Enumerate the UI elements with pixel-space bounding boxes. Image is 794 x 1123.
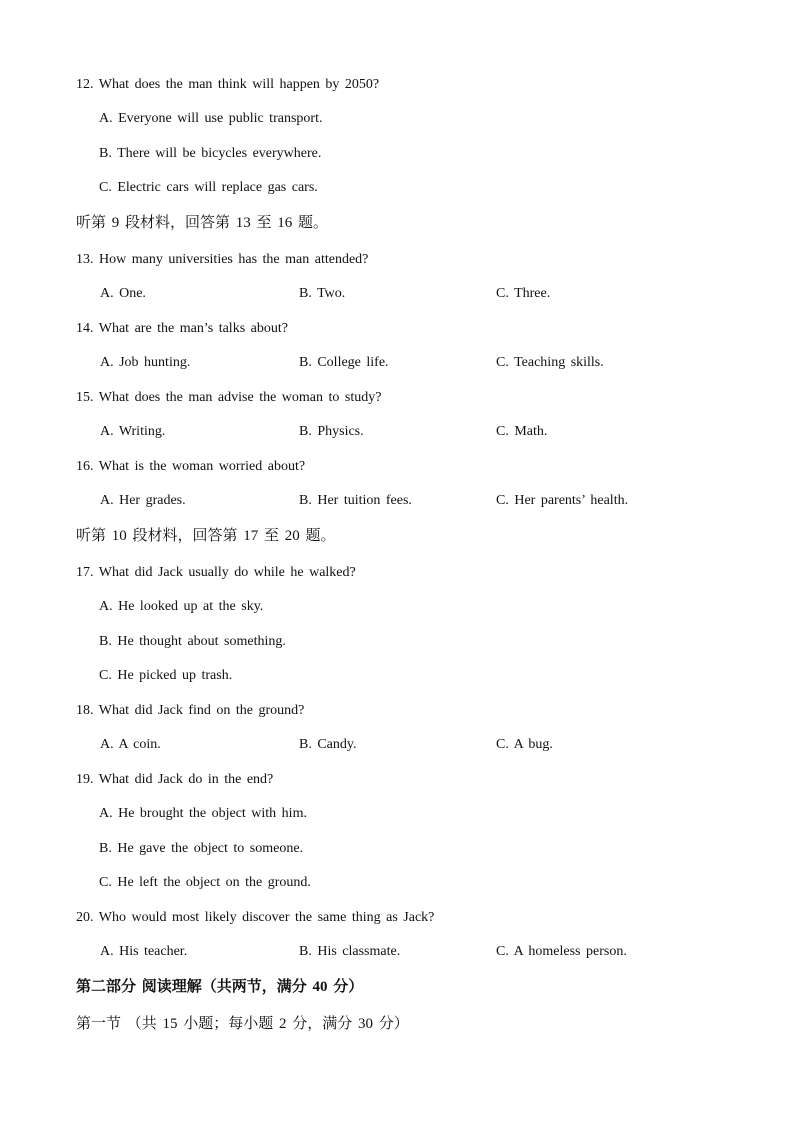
q13-option-a: A. One. [100,286,146,301]
q17-option-b: B. He thought about something. [99,634,286,649]
section-9-instruction: 听第 9 段材料，回答第 13 至 16 题。 [76,215,329,231]
q18-stem: 18. What did Jack find on the ground? [76,703,305,718]
q17-stem: 17. What did Jack usually do while he walked? [76,565,356,580]
q14-option-c: C. Teaching skills. [496,355,604,370]
q19-option-a: A. He brought the object with him. [99,806,307,821]
q12-option-a: A. Everyone will use public transport. [99,111,323,126]
q14-option-a: A. Job hunting. [100,355,191,370]
q18-option-b: B. Candy. [299,737,357,752]
q12-option-c: C. Electric cars will replace gas cars. [99,180,318,195]
q15-options [0,423,794,441]
q19-option-b: B. He gave the object to someone. [99,841,304,856]
q12-option-b: B. There will be bicycles everywhere. [99,146,322,161]
q14-options [0,354,794,372]
q13-options [0,285,794,303]
q18-option-c: C. A bug. [496,737,553,752]
q20-options [0,943,794,961]
q19-option-c: C. He left the object on the ground. [99,875,311,890]
q13-stem: 13. How many universities has the man attended? [76,252,369,267]
q16-options [0,492,794,510]
q13-option-c: C. Three. [496,286,551,301]
q18-options [0,736,794,754]
q14-stem: 14. What are the man’s talks about? [76,321,288,336]
q15-stem: 15. What does the man advise the woman to study? [76,390,382,405]
part-2-heading: 第二部分 阅读理解（共两节，满分 40 分） [76,979,364,995]
q15-option-b: B. Physics. [299,424,364,439]
q13-option-b: B. Two. [299,286,346,301]
q17-option-c: C. He picked up trash. [99,668,233,683]
q16-option-a: A. Her grades. [100,493,186,508]
q18-option-a: A. A coin. [100,737,161,752]
q14-option-b: B. College life. [299,355,389,370]
q16-option-b: B. Her tuition fees. [299,493,412,508]
q20-option-b: B. His classmate. [299,944,401,959]
section-1-heading: 第一节 （共 15 小题；每小题 2 分，满分 30 分） [76,1016,409,1032]
q12-stem: 12. What does the man think will happen by 2050? [76,77,380,92]
q20-option-c: C. A homeless person. [496,944,627,959]
q17-option-a: A. He looked up at the sky. [99,599,264,614]
q16-stem: 16. What is the woman worried about? [76,459,306,474]
q15-option-c: C. Math. [496,424,548,439]
section-10-instruction: 听第 10 段材料，回答第 17 至 20 题。 [76,528,336,544]
q19-stem: 19. What did Jack do in the end? [76,772,274,787]
q20-option-a: A. His teacher. [100,944,188,959]
q15-option-a: A. Writing. [100,424,166,439]
q20-stem: 20. Who would most likely discover the same thing as Jack? [76,910,435,925]
q16-option-c: C. Her parents’ health. [496,493,629,508]
